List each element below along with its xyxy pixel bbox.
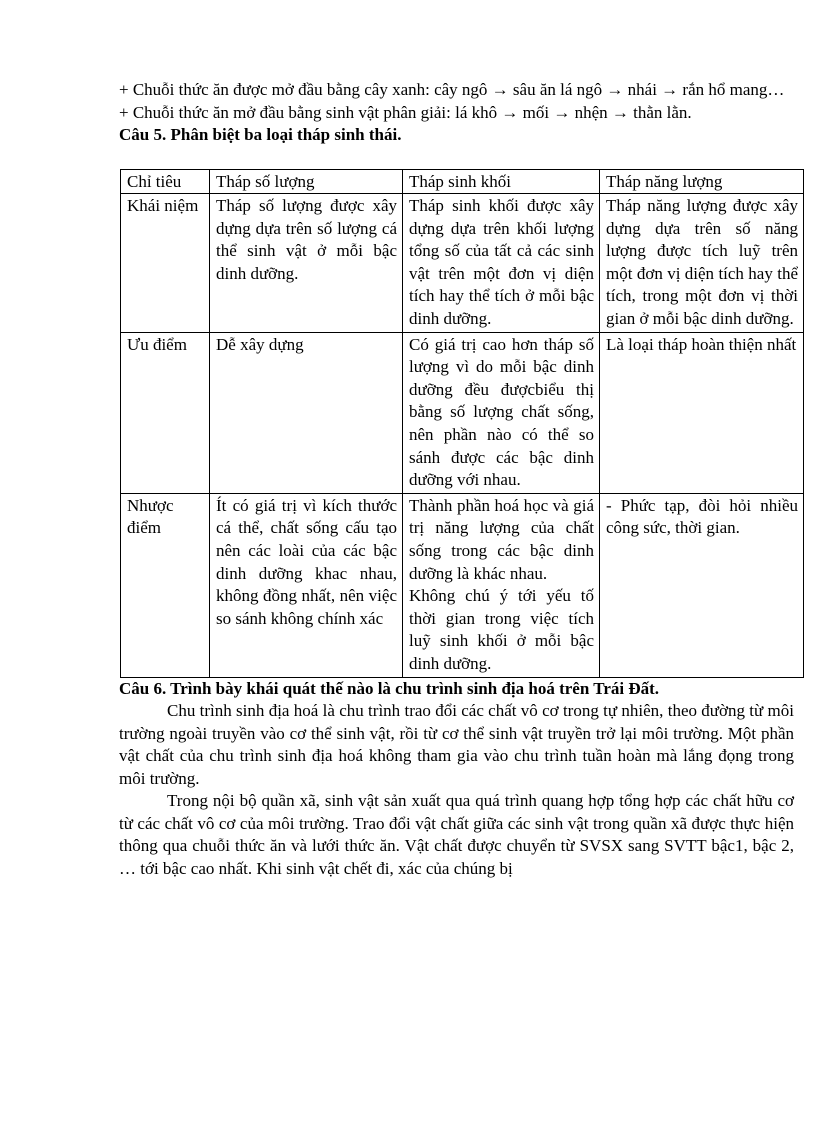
- table-header-row: [121, 169, 804, 194]
- energy-pyramid-cell: Tháp năng lượng được xây dựng dựa trên số năng lượng được tích luỹ trên một đơn vị diện tích hay thể tích, trong một đơn vị thời gian ở mỗi bậc dinh dưỡng.: [600, 194, 804, 333]
- ecological-pyramid-table: [120, 169, 804, 678]
- number-pyramid-cell: Tháp số lượng được xây dựng dựa trên số lượng cá thể sinh vật ở mỗi bậc dinh dưỡng.: [210, 194, 403, 333]
- food-chain-green-plant: + Chuỗi thức ăn được mở đầu bằng cây xanh: cây ngô → sâu ăn lá ngô → nhái → rắn hổ mang…: [119, 80, 785, 99]
- criterion-cell: Khái niệm: [121, 194, 210, 333]
- header-number-pyramid: Tháp số lượng: [210, 169, 403, 194]
- biomass-disadvantage-2: Không chú ý tới yếu tố thời gian trong việc tích luỹ sinh khối ở mỗi bậc dinh dưỡng.: [409, 586, 594, 673]
- spacer: [119, 147, 794, 169]
- criterion-cell: Nhược điểm: [121, 493, 210, 677]
- criterion-cell: Ưu điểm: [121, 332, 210, 493]
- table-row-disadvantage: [121, 493, 804, 677]
- header-energy-pyramid: Tháp năng lượng: [600, 169, 804, 194]
- food-chain-decomposer: + Chuỗi thức ăn mở đầu bằng sinh vật phân giải: lá khô → mối → nhện → thằn lằn.: [119, 102, 692, 122]
- header-criterion: Chỉ tiêu: [121, 169, 210, 194]
- energy-pyramid-cell: - Phức tạp, đòi hỏi nhiều công sức, thời gian.: [600, 493, 804, 677]
- table-row-concept: [121, 194, 804, 333]
- number-pyramid-cell: Dễ xây dựng: [210, 332, 403, 493]
- biomass-pyramid-cell: Tháp sinh khối được xây dựng dựa trên khối lượng tổng số của tất cả các sinh vật trên một đơn vị diện tích hay thể tích ở mỗi bậc dinh dưỡng.: [403, 194, 600, 333]
- biogeochemical-cycle-paragraph-2: Trong nội bộ quần xã, sinh vật sản xuất qua quá trình quang hợp tổng hợp các chất hữu cơ từ các chất vô cơ của môi trường. Trao đổi vật chất giữa các sinh vật trong quần xã được thực hiện thông qua chuỗi thức ăn và lưới thức ăn. Vật chất được chuyển từ SVSX sang SVTT bậc1, bậc 2, … tới bậc cao nhất. Khi sinh vật chết đi, xác của chúng bị: [119, 791, 794, 878]
- table-row-advantage: [121, 332, 804, 493]
- energy-pyramid-cell: Là loại tháp hoàn thiện nhất: [600, 332, 804, 493]
- header-biomass-pyramid: Tháp sinh khối: [403, 169, 600, 194]
- document-page: [119, 79, 798, 880]
- question-5-heading: Câu 5. Phân biệt ba loại tháp sinh thái.: [119, 125, 402, 144]
- biogeochemical-cycle-paragraph-1: Chu trình sinh địa hoá là chu trình trao đổi các chất vô cơ trong tự nhiên, theo đường từ môi trường ngoài truyền vào cơ thể sinh vật, rồi từ cơ thể sinh vật truyền trở lại môi trường. Một phần vật chất của chu trình sinh địa hoá không tham gia vào chu trình tuần hoàn mà lắng đọng trong môi trường.: [119, 701, 794, 788]
- biomass-pyramid-cell: Có giá trị cao hơn tháp số lượng vì do mỗi bậc dinh dưỡng đều đượcbiểu thị bằng số lượng chất sống, nên phần nào có thể so sánh được các bậc dinh dưỡng với nhau.: [403, 332, 600, 493]
- number-pyramid-cell: Ít có giá trị vì kích thước cá thể, chất sống cấu tạo nên các loài của các bậc dinh dưỡng khac nhau, không đồng nhất, nên việc so sánh không chính xác: [210, 493, 403, 677]
- biomass-pyramid-cell: [403, 493, 600, 677]
- question-6-heading: Câu 6. Trình bày khái quát thế nào là chu trình sinh địa hoá trên Trái Đất.: [119, 678, 660, 698]
- biomass-disadvantage-1: Thành phần hoá học và giá trị năng lượng của chất sống trong các bậc dinh dưỡng là khác nhau.: [409, 495, 594, 583]
